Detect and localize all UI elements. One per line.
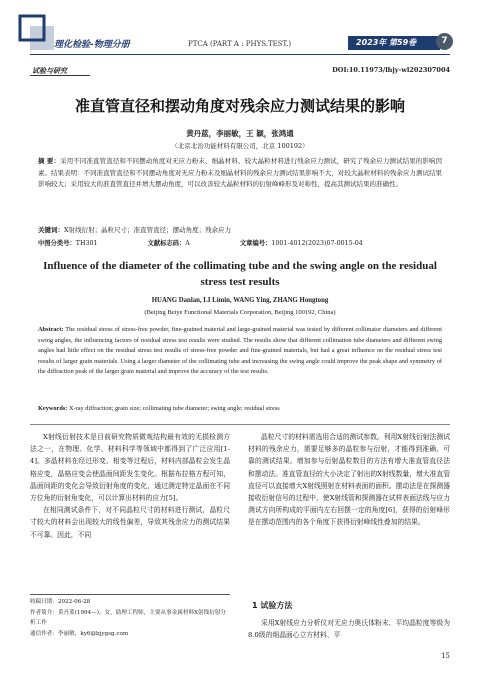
paper-title-cn: 准直管直径和摆动角度对残余应力测试结果的影响	[74, 97, 405, 115]
keywords-en	[38, 405, 442, 412]
issue-number-badge: 7	[436, 33, 453, 50]
authors-en: HUANG Danlan, LI Limin, WANG Ying, ZHANG Hongtong	[151, 297, 329, 304]
footnote-received: 收稿日期：2022-06-28	[30, 599, 91, 605]
page-number: 15	[441, 652, 450, 660]
body-column-left	[30, 431, 230, 541]
doi-label: DOI:10.11973/lhjy-wl202307004	[332, 66, 450, 74]
paper-title-en: Influence of the diameter of the collimating tube and the swing angle on the residual stress test results	[43, 260, 437, 288]
abstract-en	[38, 325, 442, 378]
abstract-en-label: Abstract:	[38, 326, 64, 333]
section-tag: 试验与研究	[32, 67, 67, 75]
keywords-cn-text: X射线衍射；晶粒尺寸；准直管直径；摆动角度；残余应力	[64, 226, 232, 234]
keywords-en-label: Keywords:	[38, 405, 68, 412]
abstract-cn-text: 采用不同准直管直径和不同摆动角度对无应力粉末、细晶材料、较大晶粒材料进行残余应力测试，研究了残余应力测试结果的影响因素。结果表明：不同准直管直径和不同摆动角度对无应力粉末及细晶材料的残余应力测试结果影响不大，对较大晶粒材料的残余应力测试结果影响较大；采用较大的准直管直径并增大摆动角度，可以改善较大晶粒材料的衍射峰峰形及对称性，提高其测试结果的准确性。	[38, 157, 443, 189]
footnote-contact: 通信作者：李丽敏，ky6@bjygsg.com	[30, 630, 129, 637]
body-paragraph: 晶粒尺寸的材料需选用合适的测试参数。利用X射线衍射法测试材料的残余应力，需要足够多的晶粒参与衍射，才能得到准确、可靠的测试结果。增加参与衍射晶粒数目的方法有增大准直管直径法和摆动法。准直管直径的大小决定了射出的X射线数量，增大准直管直径可以直接增大X射线照射在材料表面的面积。摆动法是在探测器接收衍射信号的过程中，使X射线管和探测器在试样表面法线与应力测试方向所构成的平面内左右回摆一定的角度[6]，获得的衍射峰形是在摆动范围内的各个角度下获得衍射峰线性叠加的结果。	[248, 433, 450, 527]
section-heading: 1 试验方法	[252, 601, 293, 610]
authors-cn: 黄丹蓝，李丽敏，王 颖，张鸿通	[186, 129, 294, 138]
affiliation-cn: （北京北治功能材料有限公司，北京 100192）	[171, 142, 309, 150]
abstract-cn	[38, 156, 442, 191]
affiliation-en: (Beijing Beiye Functional Materials Corporation, Beijing 100192, China)	[144, 309, 336, 316]
journal-logo-icon	[18, 14, 58, 54]
abstract-en-text: The residual stress of stress-free powder, fine-grained material and large-grained material was tested by different collimator diameters and different swing angles, the influencing factors of residual stress test results were studied. The results show that different collimation tube diameters and different swing angles had little effect on the residual stress test results of stress-free powder and fine-grained materials, but had a great influence on the residual stress test results of larger grain materials. Using a larger diameter of the collimating tube and increasing the swing angle could improve the peak shape and symmetry of the diffraction peak of the larger grain material and improve the accuracy of the test results.	[38, 326, 442, 376]
section-tag-rule	[30, 75, 90, 76]
body-paragraph: X射线衍射技术是目前研究物质微观结构最有效的无损检测方法之一，在物理、化学、材料科学等领域中都得到了广泛应用[1-4]。多晶材料在经过形变、相变等过程后，材料内部晶粒会发生晶格应变，晶格应变会使晶面间距发生变化。根据布拉格方程可知，晶面间距的变化会导致衍射角度的变化，通过测定特定晶面在不同方位角的衍射角变化，可以计算出材料的应力[5]。	[30, 433, 230, 503]
header-rule	[30, 54, 450, 55]
body-paragraph: 在相同测试条件下，对不同晶粒尺寸的材料进行测试，晶粒尺寸较大的材料会出现较大的线性偏差，导致其残余应力的测试结果不可靠。因此，不同	[30, 506, 230, 539]
journal-logo-text: 理化检验-物理分册	[54, 40, 130, 50]
article-no-item: 文章编号：1001-4012(2023)07-0015-04	[239, 240, 363, 247]
section-text	[248, 617, 450, 641]
classification-line	[38, 238, 442, 247]
clc-item: 中图分类号：TH301	[38, 240, 98, 247]
keywords-cn	[38, 225, 442, 234]
abstract-cn-label: 摘 要：	[38, 157, 61, 165]
keywords-en-text: X-ray diffraction; grain size; collimating tube diameter; swing angle; residual stress	[68, 405, 280, 412]
section-divider	[30, 424, 450, 425]
doc-code-item: 文献标志码：A	[147, 240, 190, 247]
journal-name: PTCA (PART A : PHYS.TEST.)	[188, 40, 292, 48]
footnote-rule	[30, 594, 230, 595]
body-column-right	[248, 431, 450, 529]
footnotes	[30, 597, 230, 639]
issue-badge: 2023年 第59卷	[348, 36, 440, 50]
footnote-author: 作者简介：黄丹蓝(1994—)，女，助理工程师，主要从事金属材料X射线衍射分析工作	[30, 609, 226, 626]
body-paragraph: 采用X射线应力分析仪对无应力奥氏体粉末、平均晶粒度等级为8.0级的细晶面心立方材料、平	[248, 619, 450, 640]
keywords-cn-label: 关键词：	[38, 226, 64, 234]
